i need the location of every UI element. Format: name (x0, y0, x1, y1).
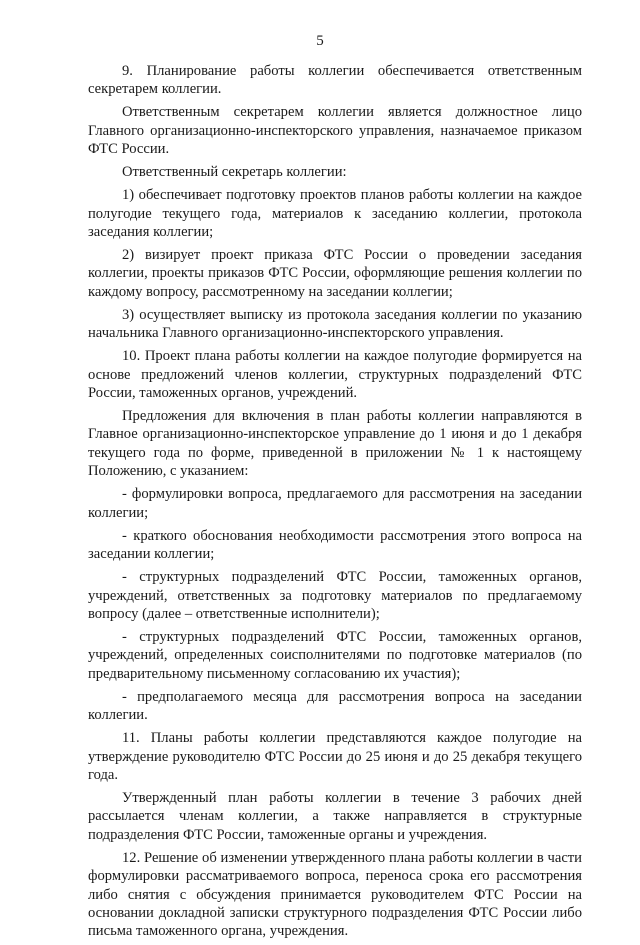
paragraph-duty-1: 1) обеспечивает подготовку проектов планов работы коллегии на каждое полугодие текущего года, материалов к заседанию коллегии, протокола заседания коллегии; (88, 187, 582, 241)
paragraph-11: 11. Планы работы коллегии представляются каждое полугодие на утверждение руководителю ФТС России до 25 июня и до 25 декабря текущего года. (88, 730, 582, 783)
page-number: 5 (316, 33, 324, 49)
list-item-justification: - краткого обоснования необходимости рассмотрения этого вопроса на заседании коллегии; (88, 527, 582, 563)
list-item-responsible-executors: - структурных подразделений ФТС России, таможенных органов, учреждений, ответственных за подготовку материалов по предлагаемому вопросу (далее – ответственные исполнители); (88, 569, 582, 622)
paragraph-10: 10. Проект плана работы коллегии на каждое полугодие формируется на основе предложений членов коллегии, структурных подразделений ФТС России, таможенных органов, учреждений. (88, 348, 582, 402)
paragraph-secretary-duties-intro: Ответственный секретарь коллегии: (122, 164, 347, 181)
document-body (88, 62, 582, 945)
list-item-co-executors: - структурных подразделений ФТС России, таможенных органов, учреждений, определенных соисполнителями по подготовке материалов (по предварительному письменному согласованию их участия); (88, 628, 582, 682)
paragraph-9: 9. Планирование работы коллегии обеспечивается ответственным секретарем коллегии. (88, 63, 582, 98)
list-item-month: - предполагаемого месяца для рассмотрения вопроса на заседании коллегии. (88, 688, 582, 724)
paragraph-duty-2: 2) визирует проект приказа ФТС России о проведении заседания коллегии, проекты приказов ФТС России, оформляющие решения коллегии по каждому вопросу, рассмотренному на заседании коллегии; (88, 247, 582, 300)
list-item-wording: - формулировки вопроса, предлагаемого для рассмотрения на заседании коллегии; (88, 486, 582, 521)
paragraph-12: 12. Решение об изменении утвержденного плана работы коллегии в части формулировки рассматриваемого вопроса, переноса срока его рассмотрения либо снятия с обсуждения принимается руководителем ФТС России на основании докладной записки структурного подразделения ФТС России либо письма таможенного органа, учреждения. (88, 849, 582, 940)
paragraph-plan-distribution: Утвержденный план работы коллегии в течение 3 рабочих дней рассылается членам коллегии, а также направляется в структурные подразделения ФТС России, таможенные органы и учреждения. (88, 789, 582, 843)
paragraph-duty-3: 3) осуществляет выписку из протокола заседания коллегии по указанию начальника Главного организационно-инспекторского управления. (88, 306, 582, 342)
paragraph-proposals: Предложения для включения в план работы коллегии направляются в Главное организационно-инспекторское управление до 1 июня и до 1 декабря текущего года по форме, приведенной в приложении № 1 к настоящему Положению, с указанием: (88, 408, 582, 480)
paragraph-secretary-definition: Ответственным секретарем коллегии является должностное лицо Главного организационно-инспекторского управления, назначаемое приказом ФТС России. (88, 104, 582, 158)
